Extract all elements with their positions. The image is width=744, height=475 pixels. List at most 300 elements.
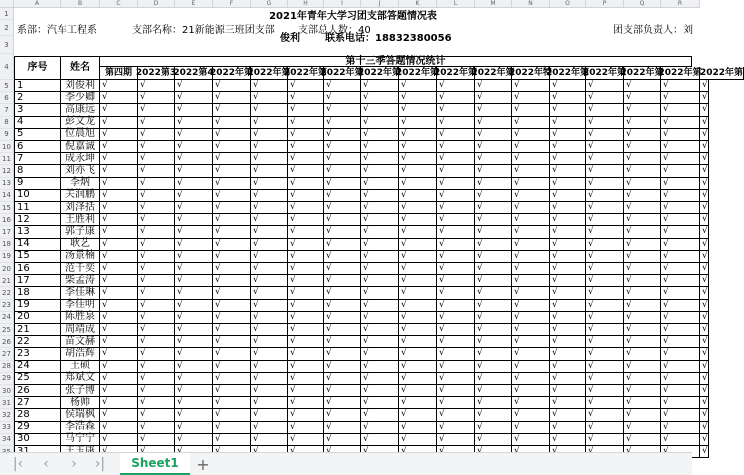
check-cell[interactable]: √ [138,178,175,190]
check-cell[interactable]: √ [213,263,251,275]
check-cell[interactable]: √ [361,165,399,177]
period-header[interactable]: 2022年第 [475,67,512,80]
check-cell[interactable]: √ [251,178,288,190]
check-cell[interactable]: √ [624,214,661,226]
check-cell[interactable]: √ [213,80,251,92]
column-header[interactable]: F [213,0,251,8]
check-cell[interactable]: √ [213,422,251,434]
check-cell[interactable]: √ [251,239,288,251]
check-cell[interactable]: √ [175,275,213,287]
check-cell[interactable]: √ [399,141,437,153]
check-cell[interactable]: √ [512,275,550,287]
check-cell[interactable]: √ [213,165,251,177]
seq-cell[interactable]: 6 [14,141,61,153]
check-cell[interactable]: √ [512,324,550,336]
check-cell[interactable]: √ [512,178,550,190]
row-header[interactable]: 25 [0,324,14,336]
check-cell[interactable]: √ [700,239,709,251]
check-cell[interactable]: √ [624,312,661,324]
check-cell[interactable]: √ [550,422,586,434]
check-cell[interactable]: √ [586,80,624,92]
check-cell[interactable]: √ [100,202,138,214]
first-sheet-icon[interactable]: |‹ [12,456,24,472]
check-cell[interactable]: √ [213,141,251,153]
check-cell[interactable]: √ [324,178,361,190]
check-cell[interactable]: √ [288,92,324,104]
check-cell[interactable]: √ [550,117,586,129]
check-cell[interactable]: √ [624,300,661,312]
period-header[interactable]: 2022年特 [512,67,550,80]
seq-cell[interactable]: 10 [14,190,61,202]
check-cell[interactable]: √ [138,312,175,324]
seq-cell[interactable]: 23 [14,348,61,360]
check-cell[interactable]: √ [437,324,475,336]
check-cell[interactable]: √ [475,422,512,434]
name-cell[interactable]: 耿艺 [61,239,100,251]
check-cell[interactable]: √ [661,178,700,190]
check-cell[interactable]: √ [288,373,324,385]
check-cell[interactable]: √ [586,275,624,287]
period-header[interactable]: 2022年第 [251,67,288,80]
check-cell[interactable]: √ [324,165,361,177]
check-cell[interactable]: √ [361,251,399,263]
row-header[interactable]: 28 [0,361,14,373]
check-cell[interactable]: √ [512,104,550,116]
period-header[interactable]: 2022年第 [213,67,251,80]
check-cell[interactable]: √ [661,202,700,214]
check-cell[interactable]: √ [512,434,550,446]
check-cell[interactable]: √ [475,202,512,214]
check-cell[interactable]: √ [624,226,661,238]
name-cell[interactable]: 成永坤 [61,153,100,165]
check-cell[interactable]: √ [138,348,175,360]
check-cell[interactable]: √ [175,165,213,177]
check-cell[interactable]: √ [175,385,213,397]
check-cell[interactable]: √ [399,104,437,116]
check-cell[interactable]: √ [361,214,399,226]
check-cell[interactable]: √ [213,397,251,409]
check-cell[interactable]: √ [475,434,512,446]
check-cell[interactable]: √ [251,336,288,348]
check-cell[interactable]: √ [251,287,288,299]
check-cell[interactable]: √ [700,385,709,397]
check-cell[interactable]: √ [324,397,361,409]
row-header[interactable]: 5 [0,80,14,92]
check-cell[interactable]: √ [700,409,709,421]
check-cell[interactable]: √ [661,214,700,226]
check-cell[interactable]: √ [399,409,437,421]
check-cell[interactable]: √ [100,117,138,129]
check-cell[interactable]: √ [700,214,709,226]
check-cell[interactable]: √ [100,190,138,202]
seq-cell[interactable]: 24 [14,361,61,373]
check-cell[interactable]: √ [361,239,399,251]
check-cell[interactable]: √ [586,239,624,251]
check-cell[interactable]: √ [399,397,437,409]
check-cell[interactable]: √ [512,385,550,397]
check-cell[interactable]: √ [288,287,324,299]
check-cell[interactable]: √ [437,287,475,299]
row-header[interactable]: 7 [0,104,14,116]
check-cell[interactable]: √ [100,324,138,336]
check-cell[interactable]: √ [324,153,361,165]
check-cell[interactable]: √ [586,336,624,348]
check-cell[interactable]: √ [586,385,624,397]
check-cell[interactable]: √ [100,275,138,287]
check-cell[interactable]: √ [550,129,586,141]
row-header[interactable]: 17 [0,226,14,238]
check-cell[interactable]: √ [661,263,700,275]
check-cell[interactable]: √ [586,263,624,275]
check-cell[interactable]: √ [661,348,700,360]
check-cell[interactable]: √ [475,226,512,238]
check-cell[interactable]: √ [624,92,661,104]
check-cell[interactable]: √ [700,153,709,165]
seq-cell[interactable]: 29 [14,422,61,434]
check-cell[interactable]: √ [661,422,700,434]
check-cell[interactable]: √ [437,153,475,165]
check-cell[interactable]: √ [361,287,399,299]
check-cell[interactable]: √ [361,202,399,214]
seq-cell[interactable]: 3 [14,104,61,116]
row-header[interactable]: 32 [0,409,14,421]
check-cell[interactable]: √ [251,263,288,275]
column-header[interactable]: C [100,0,138,8]
select-all-corner[interactable] [0,0,14,8]
check-cell[interactable]: √ [288,361,324,373]
check-cell[interactable]: √ [624,104,661,116]
check-cell[interactable]: √ [138,385,175,397]
check-cell[interactable]: √ [512,287,550,299]
check-cell[interactable]: √ [251,373,288,385]
check-cell[interactable]: √ [437,361,475,373]
seq-cell[interactable]: 30 [14,434,61,446]
check-cell[interactable]: √ [437,165,475,177]
check-cell[interactable]: √ [251,226,288,238]
check-cell[interactable]: √ [175,214,213,226]
last-sheet-icon[interactable]: ›| [94,456,106,472]
check-cell[interactable]: √ [138,80,175,92]
check-cell[interactable]: √ [138,336,175,348]
check-cell[interactable]: √ [175,92,213,104]
check-cell[interactable]: √ [324,348,361,360]
check-cell[interactable]: √ [288,422,324,434]
check-cell[interactable]: √ [100,104,138,116]
check-cell[interactable]: √ [288,141,324,153]
check-cell[interactable]: √ [437,409,475,421]
check-cell[interactable]: √ [586,226,624,238]
check-cell[interactable]: √ [324,141,361,153]
check-cell[interactable]: √ [437,117,475,129]
check-cell[interactable]: √ [100,165,138,177]
column-header[interactable]: M [475,0,512,8]
column-header[interactable]: L [437,0,475,8]
seq-cell[interactable]: 13 [14,226,61,238]
check-cell[interactable]: √ [361,92,399,104]
check-cell[interactable]: √ [512,239,550,251]
check-cell[interactable]: √ [550,324,586,336]
check-cell[interactable]: √ [624,385,661,397]
check-cell[interactable]: √ [550,104,586,116]
row-header[interactable]: 10 [0,141,14,153]
check-cell[interactable]: √ [213,226,251,238]
check-cell[interactable]: √ [700,434,709,446]
check-cell[interactable]: √ [512,312,550,324]
check-cell[interactable]: √ [475,165,512,177]
check-cell[interactable]: √ [288,226,324,238]
check-cell[interactable]: √ [175,178,213,190]
check-cell[interactable]: √ [661,361,700,373]
period-header[interactable]: 2022年第 [399,67,437,80]
check-cell[interactable]: √ [213,104,251,116]
check-cell[interactable]: √ [512,202,550,214]
check-cell[interactable]: √ [586,141,624,153]
check-cell[interactable]: √ [586,361,624,373]
check-cell[interactable]: √ [437,434,475,446]
check-cell[interactable]: √ [437,263,475,275]
check-cell[interactable]: √ [624,434,661,446]
check-cell[interactable]: √ [175,117,213,129]
check-cell[interactable]: √ [512,80,550,92]
check-cell[interactable]: √ [624,190,661,202]
check-cell[interactable]: √ [324,129,361,141]
check-cell[interactable]: √ [586,434,624,446]
check-cell[interactable]: √ [361,178,399,190]
check-cell[interactable]: √ [624,324,661,336]
check-cell[interactable]: √ [288,214,324,226]
name-cell[interactable]: 胡浩辉 [61,348,100,360]
check-cell[interactable]: √ [324,287,361,299]
check-cell[interactable]: √ [586,397,624,409]
check-cell[interactable]: √ [437,336,475,348]
check-cell[interactable]: √ [550,226,586,238]
period-header[interactable]: 2022年第 [437,67,475,80]
check-cell[interactable]: √ [700,92,709,104]
check-cell[interactable]: √ [324,251,361,263]
row-header[interactable]: 22 [0,287,14,299]
seq-cell[interactable]: 7 [14,153,61,165]
check-cell[interactable]: √ [512,251,550,263]
check-cell[interactable]: √ [624,178,661,190]
check-cell[interactable]: √ [288,300,324,312]
name-cell[interactable]: 王硕 [61,361,100,373]
check-cell[interactable]: √ [661,251,700,263]
check-cell[interactable]: √ [251,190,288,202]
check-cell[interactable]: √ [624,239,661,251]
check-cell[interactable]: √ [550,80,586,92]
check-cell[interactable]: √ [138,373,175,385]
check-cell[interactable]: √ [475,300,512,312]
check-cell[interactable]: √ [361,361,399,373]
row-header[interactable]: 30 [0,385,14,397]
check-cell[interactable]: √ [550,434,586,446]
check-cell[interactable]: √ [661,117,700,129]
check-cell[interactable]: √ [361,385,399,397]
check-cell[interactable]: √ [661,92,700,104]
row-header[interactable]: 4 [0,54,14,80]
seq-cell[interactable]: 19 [14,300,61,312]
check-cell[interactable]: √ [138,263,175,275]
check-cell[interactable]: √ [361,263,399,275]
check-cell[interactable]: √ [700,348,709,360]
check-cell[interactable]: √ [324,275,361,287]
period-header[interactable]: 2022年第 [661,67,700,80]
check-cell[interactable]: √ [251,312,288,324]
check-cell[interactable]: √ [175,104,213,116]
check-cell[interactable]: √ [399,422,437,434]
check-cell[interactable]: √ [661,239,700,251]
check-cell[interactable]: √ [624,153,661,165]
check-cell[interactable]: √ [288,165,324,177]
check-cell[interactable]: √ [512,165,550,177]
seq-cell[interactable]: 12 [14,214,61,226]
check-cell[interactable]: √ [437,348,475,360]
check-cell[interactable]: √ [361,275,399,287]
check-cell[interactable]: √ [437,80,475,92]
check-cell[interactable]: √ [175,80,213,92]
name-cell[interactable]: 李炳 [61,178,100,190]
check-cell[interactable]: √ [100,397,138,409]
check-cell[interactable]: √ [700,178,709,190]
seq-cell[interactable]: 1 [14,80,61,92]
check-cell[interactable]: √ [661,165,700,177]
check-cell[interactable]: √ [138,117,175,129]
check-cell[interactable]: √ [100,336,138,348]
period-header[interactable]: 2022年第 [624,67,661,80]
check-cell[interactable]: √ [100,361,138,373]
check-cell[interactable]: √ [175,153,213,165]
row-header[interactable]: 15 [0,202,14,214]
check-cell[interactable]: √ [251,117,288,129]
check-cell[interactable]: √ [700,312,709,324]
check-cell[interactable]: √ [324,80,361,92]
check-cell[interactable]: √ [586,409,624,421]
check-cell[interactable]: √ [586,300,624,312]
check-cell[interactable]: √ [251,92,288,104]
check-cell[interactable]: √ [399,287,437,299]
check-cell[interactable]: √ [550,178,586,190]
check-cell[interactable]: √ [251,129,288,141]
check-cell[interactable]: √ [324,409,361,421]
check-cell[interactable]: √ [324,104,361,116]
check-cell[interactable]: √ [399,275,437,287]
check-cell[interactable]: √ [138,397,175,409]
check-cell[interactable]: √ [550,190,586,202]
seq-cell[interactable]: 9 [14,178,61,190]
check-cell[interactable]: √ [251,275,288,287]
check-cell[interactable]: √ [251,300,288,312]
check-cell[interactable]: √ [324,336,361,348]
check-cell[interactable]: √ [586,324,624,336]
check-cell[interactable]: √ [700,361,709,373]
check-cell[interactable]: √ [138,409,175,421]
check-cell[interactable]: √ [550,153,586,165]
seq-cell[interactable]: 26 [14,385,61,397]
check-cell[interactable]: √ [138,141,175,153]
check-cell[interactable]: √ [700,141,709,153]
check-cell[interactable]: √ [399,202,437,214]
check-cell[interactable]: √ [399,190,437,202]
seq-cell[interactable]: 2 [14,92,61,104]
check-cell[interactable]: √ [138,92,175,104]
check-cell[interactable]: √ [361,312,399,324]
check-cell[interactable]: √ [399,165,437,177]
check-cell[interactable]: √ [550,300,586,312]
check-cell[interactable]: √ [288,190,324,202]
check-cell[interactable]: √ [251,422,288,434]
check-cell[interactable]: √ [624,275,661,287]
check-cell[interactable]: √ [324,422,361,434]
check-cell[interactable]: √ [213,287,251,299]
check-cell[interactable]: √ [437,129,475,141]
period-header[interactable]: 第四期 [100,67,138,80]
check-cell[interactable]: √ [475,153,512,165]
check-cell[interactable]: √ [475,239,512,251]
check-cell[interactable]: √ [475,348,512,360]
check-cell[interactable]: √ [288,263,324,275]
check-cell[interactable]: √ [175,361,213,373]
check-cell[interactable]: √ [399,153,437,165]
check-cell[interactable]: √ [175,239,213,251]
seq-cell[interactable]: 17 [14,275,61,287]
check-cell[interactable]: √ [100,226,138,238]
check-cell[interactable]: √ [550,361,586,373]
check-cell[interactable]: √ [251,80,288,92]
check-cell[interactable]: √ [288,336,324,348]
check-cell[interactable]: √ [586,190,624,202]
check-cell[interactable]: √ [100,434,138,446]
check-cell[interactable]: √ [700,202,709,214]
period-header[interactable]: 2022年第 [324,67,361,80]
check-cell[interactable]: √ [512,397,550,409]
check-cell[interactable]: √ [512,153,550,165]
check-cell[interactable]: √ [324,434,361,446]
column-header[interactable]: O [550,0,586,8]
check-cell[interactable]: √ [361,117,399,129]
check-cell[interactable]: √ [175,397,213,409]
name-cell[interactable]: 侯瑞枫 [61,409,100,421]
check-cell[interactable]: √ [512,190,550,202]
column-header[interactable]: Q [624,0,661,8]
check-cell[interactable]: √ [700,165,709,177]
seq-cell[interactable]: 11 [14,202,61,214]
check-cell[interactable]: √ [138,214,175,226]
check-cell[interactable]: √ [175,373,213,385]
check-cell[interactable]: √ [324,373,361,385]
seq-cell[interactable]: 4 [14,117,61,129]
column-header[interactable]: I [324,0,361,8]
check-cell[interactable]: √ [399,434,437,446]
name-cell[interactable]: 柴孟涛 [61,275,100,287]
check-cell[interactable]: √ [550,165,586,177]
check-cell[interactable]: √ [475,275,512,287]
check-cell[interactable]: √ [251,202,288,214]
row-header[interactable]: 27 [0,348,14,360]
check-cell[interactable]: √ [700,251,709,263]
check-cell[interactable]: √ [288,104,324,116]
check-cell[interactable]: √ [437,422,475,434]
check-cell[interactable]: √ [437,226,475,238]
name-cell[interactable]: 关润鹏 [61,190,100,202]
check-cell[interactable]: √ [437,251,475,263]
check-cell[interactable]: √ [100,312,138,324]
check-cell[interactable]: √ [624,348,661,360]
check-cell[interactable]: √ [586,422,624,434]
check-cell[interactable]: √ [138,202,175,214]
check-cell[interactable]: √ [138,165,175,177]
check-cell[interactable]: √ [288,251,324,263]
check-cell[interactable]: √ [586,214,624,226]
